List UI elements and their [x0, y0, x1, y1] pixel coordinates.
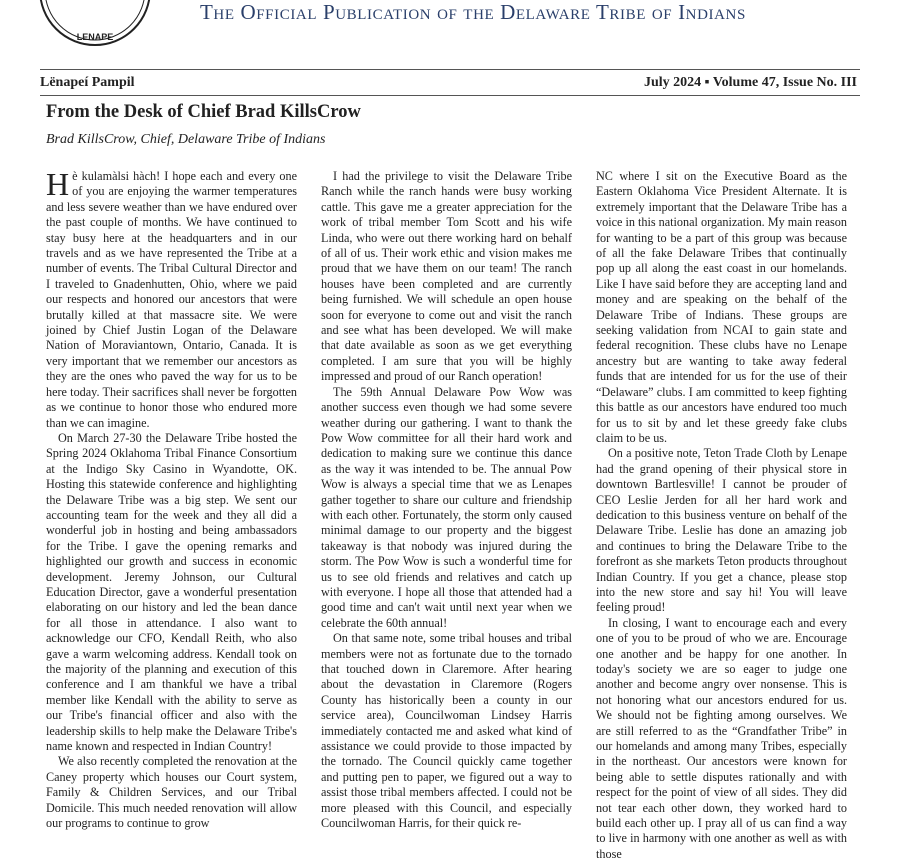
drop-cap: H [46, 166, 70, 202]
paragraph: In closing, I want to encourage each and every one of you to be proud of who we are. Encourage one another and be happy for one another. In today's society we are so eager to judge one another and become angry over nonsense. This is not honoring what our ancestors endured for us. We should not be fighting among ourselves. We are still referred to as the “Grandfather Tribe” in our homelands and among many Tribes, especially in the northeast. Our ancestors were known for being able to settle disputes rationally and with respect for the point of view of all sides. They did not tear each other down, they worked hard to build each other up. I pray all of us can find a way to live in harmony with one another as well as with those [596, 615, 847, 861]
issue-info: July 2024 ▪ Volume 47, Issue No. III [643, 75, 857, 90]
publication-name: Lënapeí Pampil [40, 75, 135, 90]
paragraph: On a positive note, Teton Trade Cloth by Lenape had the grand opening of their physical store in downtown Bartlesville! I cannot be prouder of CEO Leslie Jerden for all her hard work and dedication to this business venture on behalf of the Delaware Tribe. Leslie has done an amazing job and continues to bring the Delaware Tribe to the forefront as she markets Teton products throughout Indian Country. If you get a chance, please stop into the new store and say hi! You will leave feeling proud! [596, 446, 847, 615]
paragraph: I had the privilege to visit the Delaware Tribe Ranch while the ranch hands were busy working cattle. This gave me a greater appreciation for the work of tribal member Tom Scott and his wife Linda, who were out there working hard on behalf of all of us. Their work ethic and vision makes me proud that we have them on our team! The ranch houses have been completed and are currently being furnished. We will schedule an open house soon for everyone to come out and visit the ranch and see what has been developed. We will make that date available as soon as we get everything completed. I am sure that you will be highly impressed and proud of our Ranch operation! [321, 169, 572, 384]
paragraph: We also recently completed the renovation at the Caney property which houses our Court system, Family & Children Services, and our Tribal Domicile. This much needed renovation will allow our programs to continue to grow [46, 754, 297, 831]
header-rule-bottom [40, 95, 860, 96]
article-byline: Brad KillsCrow, Chief, Delaware Tribe of Indians [46, 132, 326, 147]
paragraph: NC where I sit on the Executive Board as the Eastern Oklahoma Vice President Alternate. It is extremely important that the Delaware Tribe has a voice in this national organization. My main reason for wanting to be a part of this group was because of all the fake Delaware Tribes that continually pop up all along the east coast in our homelands. Like I have said before they are accepting land and money and are speaking on the behalf of the Delaware Tribe of Indians. These groups are seeking validation from NCAI to gain state and federal recognition. These clubs have no Lenape ancestry but are wanting to take away federal funds that are intended for us for the use of their “Delaware” clubs. I am committed to keep fighting this battle as our ancestors have endured too much for us to sit by and let these greedy fake clubs claim to be us. [596, 169, 847, 445]
article-title: From the Desk of Chief Brad KillsCrow [46, 102, 361, 122]
article-column-1 [46, 166, 297, 831]
header-rule-top [40, 69, 860, 70]
article-column-2 [321, 169, 572, 831]
seal-text: LENAPE [76, 32, 114, 42]
paragraph: The 59th Annual Delaware Pow Wow was another success even though we had some severe weather during our gathering. I want to thank the Pow Wow committee for all their hard work and dedication to making sure we continue this dance as the way it was intended to be. The annual Pow Wow is always a special time that we as Lenapes gather together to share our culture and friendship with each other. Fortunately, the storm only caused minimal damage to our property and the biggest takeaway is that nobody was injured during the storm. The Pow Wow is such a wonderful time for us to see old friends and relatives and catch up with everyone. I hope all those that attended had a good time and can't wait until next year when we celebrate the 60th annual! [321, 384, 572, 630]
article-column-3 [596, 169, 847, 861]
masthead-tagline: The Official Publication of the Delaware Tribe of Indians [200, 0, 746, 24]
paragraph: On March 27-30 the Delaware Tribe hosted the Spring 2024 Oklahoma Tribal Finance Consortium at the Indigo Sky Casino in Wyandotte, OK. Hosting this statewide conference and highlighting the Delaware Tribe was a big step. We sent our accounting team for the week and they all did a wonderful job in hosting and being ambassadors for the Tribe. I gave the opening remarks and highlighted our growth and success in economic development. Jeremy Johnson, our Cultural Education Director, gave a wonderful presentation elaborating on our history and led the bean dance for all those in attendance. I also want to acknowledge our CFO, Kendall Reith, who also gave a warm welcoming address. Kendall took on the majority of the planning and execution of this conference and I am thankful we have a tribal member like Kendall with the ability to serve as our Tribe's financial officer and also with the leadership skills to help make the Delaware Tribe's name known and respected in Indian Country! [46, 430, 297, 754]
tribal-seal-logo [38, 0, 152, 54]
paragraph: On that same note, some tribal houses and tribal members were not as fortunate due to the tornado that touched down in Claremore. After hearing about the devastation in Claremore (Rogers County has historically been a county in our service area), Councilwoman Lindsey Harris immediately contacted me and asked what kind of assistance we could provide to those impacted by the tornado. The Council quickly came together and putting pen to paper, we figured out a way to assist those tribal members affected. I could not be more pleased with this Council, and especially Councilwoman Harris, for their quick re- [321, 631, 572, 831]
paragraph: Hè kulamàlsi hàch! I hope each and every one of you are enjoying the warmer temperatures and less severe weather than we have endured over the past couple of months. We have continued to stay busy here at the headquarters and in our travels and as we have represented the Tribe at a number of events. The Tribal Cultural Director and I traveled to Gnadenhutten, Ohio, where we paid our respects and honored our ancestors that were brutally killed at that massacre site. We were joined by Chief Justin Logan of the Delaware Nation of Moraviantown, Ontario, Canada. It is very important that we remember our ancestors as they are the ones who paved the way for us to be here today. Their sacrifices shall never be forgotten as we continue to honor those who endured more than we can imagine. [46, 166, 297, 430]
